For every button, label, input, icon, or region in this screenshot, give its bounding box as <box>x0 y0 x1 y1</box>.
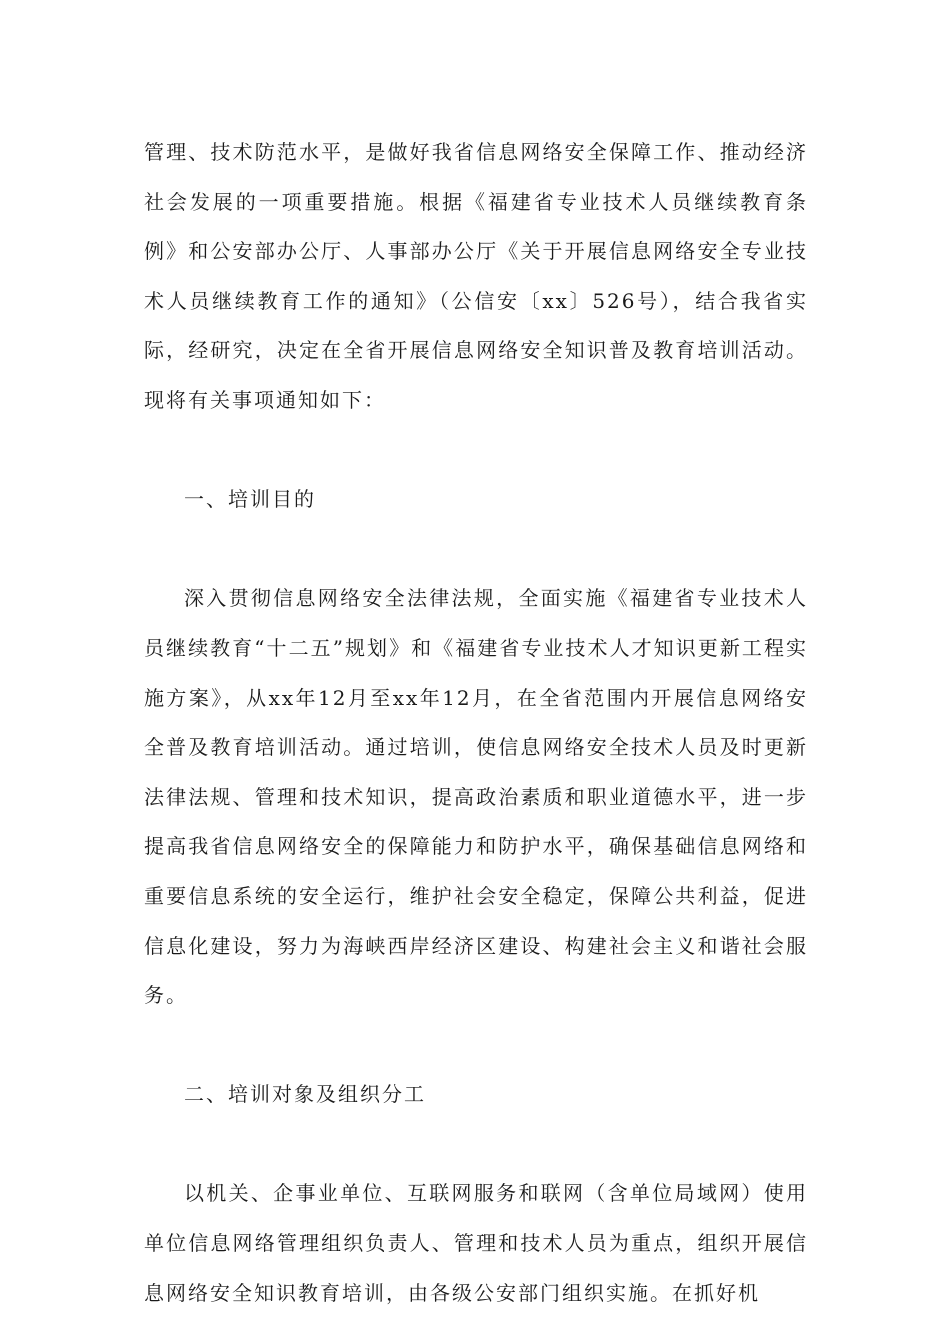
paragraph-spacer <box>144 1021 808 1071</box>
paragraph-spacer <box>144 1120 808 1170</box>
paragraph-spacer <box>144 525 808 575</box>
section-2-paragraph: 以机关、企事业单位、互联网服务和联网（含单位局域网）使用单位信息网络管理组织负责人、管理和技术人员为重点，组织开展信息网络安全知识教育培训，由各级公安部门组织实施。在抓好机 <box>144 1181 808 1305</box>
section-heading-1: 一、培训目的 <box>184 487 316 512</box>
section-heading-2: 二、培训对象及组织分工 <box>184 1082 426 1107</box>
paragraph-spacer <box>144 426 808 476</box>
document-body <box>144 128 808 1318</box>
section-1-paragraph: 深入贯彻信息网络安全法律法规，全面实施《福建省专业技术人员继续教育“十二五”规划》和《福建省专业技术人才知识更新工程实施方案》，从xx年12月至xx年12月，在全省范围内开展信息网络安全普及教育培训活动。通过培训，使信息网络安全技术人员及时更新法律法规、管理和技术知识，提高政治素质和职业道德水平，进一步提高我省信息网络安全的保障能力和防护水平，确保基础信息网络和重要信息系统的安全运行，维护社会安全稳定，保障公共利益，促进信息化建设，努力为海峡西岸经济区建设、构建社会主义和谐社会服务。 <box>144 586 808 1008</box>
intro-paragraph: 管理、技术防范水平，是做好我省信息网络安全保障工作、推动经济社会发展的一项重要措施。根据《福建省专业技术人员继续教育条例》和公安部办公厅、人事部办公厅《关于开展信息网络安全专业技术人员继续教育工作的通知》（公信安〔xx〕526号），结合我省实际，经研究，决定在全省开展信息网络安全知识普及教育培训活动。现将有关事项通知如下： <box>144 140 808 412</box>
